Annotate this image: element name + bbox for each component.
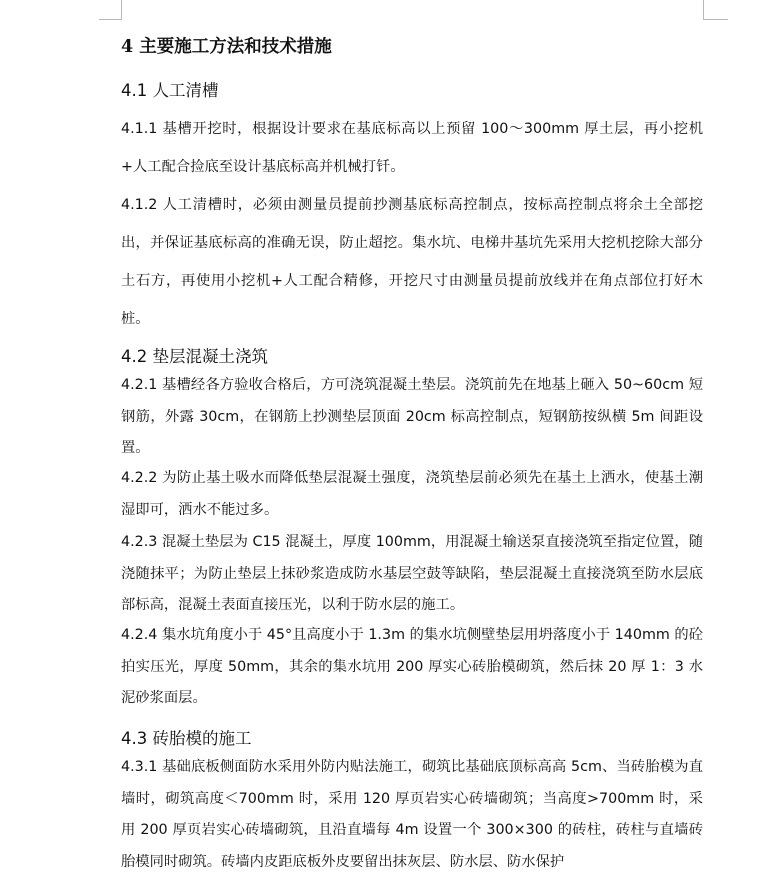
paragraph: 4.2.1 基槽经各方验收合格后，方可浇筑混凝土垫层。浇筑前先在地基上砸入 50~60cm 短钢筋，外露 30cm，在钢筋上抄测垫层顶面 20cm 标高控制点，短钢筋按纵横 5m 间距设置。 (121, 377, 703, 456)
crop-mark-top-right-vertical (703, 0, 704, 20)
paragraph: 4.2.4 集水坑角度小于 45°且高度小于 1.3m 的集水坑侧壁垫层用坍落度小于 140mm 的砼拍实压光，厚度 50mm，其余的集水坑用 200 厚实心砖胎模砌筑，然后抹 20 厚 1：3 水泥砂浆面层。 (121, 627, 703, 706)
section-heading: 4.2 垫层混凝土浇筑 (121, 347, 268, 366)
paragraph: 4.1.2 人工清槽时，必须由测量员提前抄测基底标高控制点，按标高控制点将余土全部挖出，并保证基底标高的准确无误，防止超挖。集水坑、电梯井基坑先采用大挖机挖除大部分土石方，再使用小挖机+人工配合精修，开挖尺寸由测量员提前放线并在角点部位打好木桩。 (121, 197, 703, 327)
crop-mark-top-left-vertical (121, 0, 122, 20)
paragraph: 4.2.3 混凝土垫层为 C15 混凝土，厚度 100mm，用混凝土输送泵直接浇筑至指定位置，随浇随抹平；为防止垫层上抹砂浆造成防水基层空鼓等缺陷，垫层混凝土直接浇筑至防水层底部标高，混凝土表面直接压光，以利于防水层的施工。 (121, 534, 703, 613)
crop-mark-top-left-horizontal (99, 19, 122, 20)
crop-mark-top-right-horizontal (703, 19, 728, 20)
chapter-title: 4 主要施工方法和技术措施 (121, 37, 332, 57)
section-heading: 4.1 人工清槽 (121, 81, 219, 100)
paragraph: 4.1.1 基槽开挖时，根据设计要求在基底标高以上预留 100～300mm 厚土层，再小挖机+人工配合捡底至设计基底标高并机械打钎。 (121, 121, 703, 175)
paragraph: 4.3.1 基础底板侧面防水采用外防内贴法施工，砌筑比基础底顶标高高 5cm、当砖胎模为直墙时，砌筑高度＜700mm 时，采用 120 厚页岩实心砖墙砌筑；当高度>700mm 时，采用 200 厚页岩实心砖墙砌筑，且沿直墙每 4m 设置一个 300×300 的砖柱，砖柱与直墙砖胎模同时砌筑。砖墙内皮距底板外皮要留出抹灰层、防水层、防水保护 (121, 759, 703, 870)
section-heading: 4.3 砖胎模的施工 (121, 729, 252, 748)
paragraph: 4.2.2 为防止基土吸水而降低垫层混凝土强度，浇筑垫层前必须先在基土上洒水，使基土潮湿即可，洒水不能过多。 (121, 470, 703, 518)
